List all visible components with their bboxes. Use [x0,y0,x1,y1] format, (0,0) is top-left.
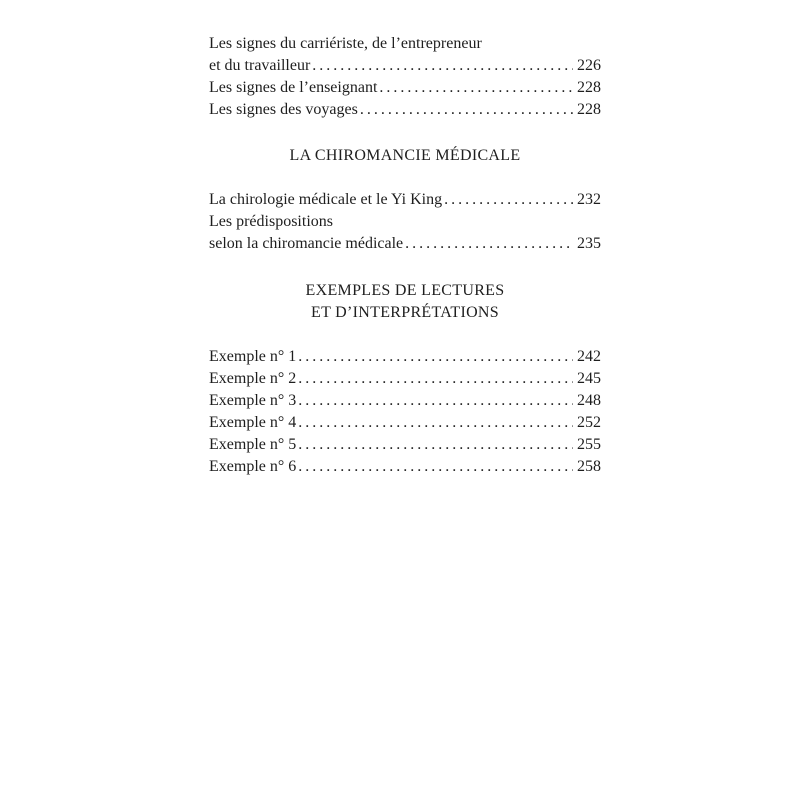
dot-leader [296,412,573,434]
toc-entry-page: 235 [577,235,601,252]
dot-leader [296,346,573,368]
toc-entry-page: 252 [577,414,601,431]
toc-entry [209,412,601,434]
toc-entry-title-line: Les prédispositions [209,213,333,230]
toc-entry [209,390,601,412]
table-of-contents [209,33,601,478]
toc-section-chiromancie-medicale [209,189,601,255]
dot-leader [296,368,573,390]
dot-leader [377,77,573,99]
toc-entry-title: Exemple n° 1 [209,348,297,365]
toc-entry [209,368,601,390]
toc-entry-page: 245 [577,370,601,387]
toc-entry-page: 248 [577,392,601,409]
toc-entry-title: Exemple n° 2 [209,370,297,387]
section-heading-line: EXEMPLES DE LECTURES [305,282,505,299]
dot-leader [442,189,573,211]
toc-entry [209,233,601,255]
toc-entry-page: 228 [577,101,601,118]
toc-entry [209,77,601,99]
toc-entry [209,55,601,77]
toc-entry-title-line: Les signes du carriériste, de l’entrepreneur [209,35,482,52]
section-heading-exemples [209,280,601,324]
section-heading-chiromancie-medicale: LA CHIROMANCIE MÉDICALE [289,147,521,164]
dot-leader [296,390,573,412]
toc-section-signes [209,33,601,121]
toc-entry-page: 228 [577,79,601,96]
toc-entry-title: et du travailleur [209,57,311,74]
toc-entry [209,346,601,368]
toc-entry-title: Exemple n° 4 [209,414,297,431]
toc-entry-title: selon la chiromancie médicale [209,235,404,252]
toc-entry-page: 232 [577,191,601,208]
toc-entry-page: 226 [577,57,601,74]
toc-entry-page: 242 [577,348,601,365]
toc-entry-title: Exemple n° 5 [209,436,297,453]
toc-entry-page: 258 [577,458,601,475]
toc-entry [209,456,601,478]
toc-entry-title: Les signes de l’enseignant [209,79,378,96]
toc-entry-title: Exemple n° 6 [209,458,297,475]
dot-leader [403,233,573,255]
dot-leader [296,434,573,456]
toc-entry [209,434,601,456]
section-heading-line: ET D’INTERPRÉTATIONS [311,304,499,321]
toc-entry [209,99,601,121]
dot-leader [310,55,573,77]
toc-entry-page: 255 [577,436,601,453]
toc-entry-title: Les signes des voyages [209,101,358,118]
toc-entry-title: La chirologie médicale et le Yi King [209,191,443,208]
toc-entry [209,189,601,211]
dot-leader [296,456,573,478]
dot-leader [358,99,573,121]
toc-entry-title: Exemple n° 3 [209,392,297,409]
toc-section-exemples [209,346,601,478]
